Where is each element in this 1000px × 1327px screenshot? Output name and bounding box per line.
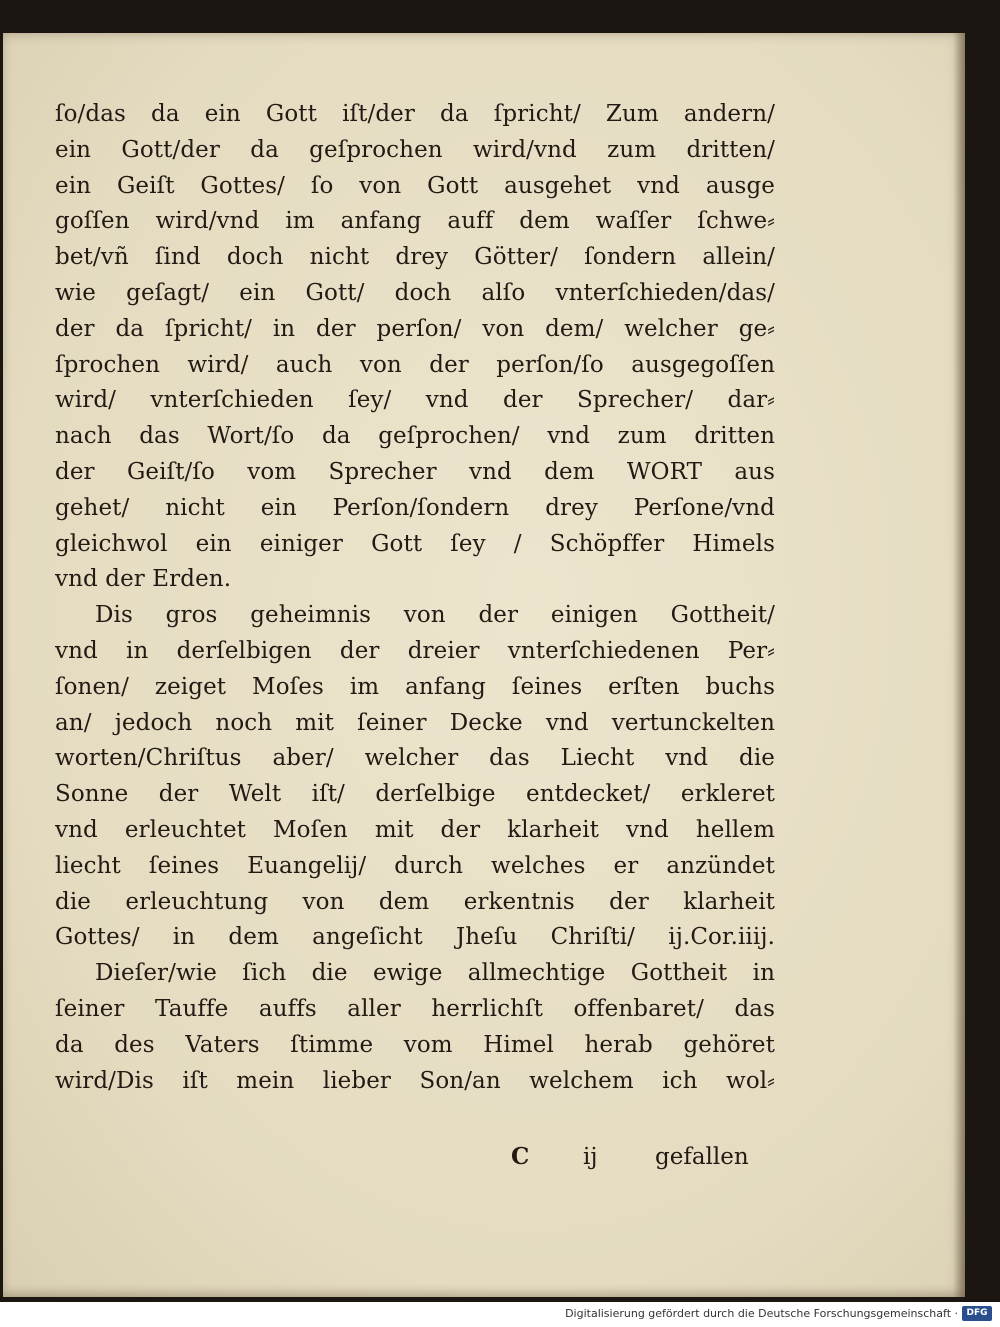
signature-number: ij [583, 1144, 598, 1170]
text-line: ein Gott/der da geſprochen wird/vnd zum dritten/ [55, 136, 775, 163]
text-line: ſprochen wird/ auch von der perſon/ſo ausgegoſſen [55, 351, 775, 378]
text-line: ſo/das da ein Gott iſt/der da ſpricht/ Zum andern/ [55, 101, 775, 127]
signature-catchword-line [503, 1139, 773, 1175]
text-line: an/ jedoch noch mit ſeiner Decke vnd vertunckelten [55, 709, 775, 736]
text-line: Dieſer/wie ſich die ewige allmechtige Gottheit in [95, 960, 775, 987]
text-line: Gottes/ in dem angeſicht Jheſu Chriſti/ ij.Cor.iiij. [55, 924, 775, 951]
dfg-logo-icon: DFG [962, 1306, 992, 1321]
funding-credit: Digitalisierung gefördert durch die Deutsche Forschungsgemeinschaft · [565, 1307, 958, 1320]
text-line: gehet/ nicht ein Perſon/ſondern drey Perſone/vnd [55, 494, 775, 521]
text-line: wird/Dis iſt mein lieber Son/an welchem ich wol⸗ [55, 1067, 775, 1094]
page-gutter-shadow [953, 33, 965, 1297]
text-line: wie geſagt/ ein Gott/ doch alſo vnterſchieden/das/ [55, 279, 775, 306]
text-line: vnd der Erden. [55, 566, 232, 593]
text-line: da des Vaters ſtimme vom Himel herab gehöret [55, 1031, 775, 1058]
text-line: der da ſpricht/ in der perſon/ von dem/ welcher ge⸗ [55, 315, 775, 342]
text-line: wird/ vnterſchieden ſey/ vnd der Sprecher/ dar⸗ [55, 387, 775, 414]
text-line: goſſen wird/vnd im anfang auff dem waſſer ſchwe⸗ [55, 208, 775, 235]
text-line: gleichwol ein einiger Gott ſey / Schöpffer Himels [55, 530, 775, 557]
page-text [55, 97, 775, 1099]
text-line: ein Geiſt Gottes/ ſo von Gott ausgehet vnd ausge [55, 172, 775, 199]
text-line: Dis gros geheimnis von der einigen Gottheit/ [95, 602, 775, 629]
text-line: der Geiſt/ſo vom Sprecher vnd dem WORT aus [55, 458, 775, 485]
text-line: liecht ſeines Euangelij/ durch welches er anzündet [55, 852, 775, 879]
text-line: die erleuchtung von dem erkentnis der klarheit [55, 888, 775, 915]
catchword: gefallen [655, 1144, 749, 1170]
book-page [3, 33, 965, 1297]
signature-letter: C [511, 1143, 530, 1170]
footer-bar [0, 1302, 1000, 1327]
text-line: ſeiner Tauffe auffs aller herrlichſt offenbaret/ das [55, 995, 775, 1022]
text-line: vnd in derſelbigen der dreier vnterſchiedenen Per⸗ [55, 637, 775, 664]
text-line: vnd erleuchtet Moſen mit der klarheit vnd hellem [55, 816, 775, 843]
text-line: Sonne der Welt iſt/ derſelbige entdecket/ erkleret [55, 781, 775, 808]
text-line: nach das Wort/ſo da geſprochen/ vnd zum dritten [55, 423, 775, 450]
text-line: worten/Chriſtus aber/ welcher das Liecht vnd die [55, 745, 775, 772]
text-line: ſonen/ zeiget Moſes im anfang ſeines erſten buchs [55, 673, 775, 700]
text-line: bet/vñ ſind doch nicht drey Götter/ ſondern allein/ [55, 244, 775, 271]
